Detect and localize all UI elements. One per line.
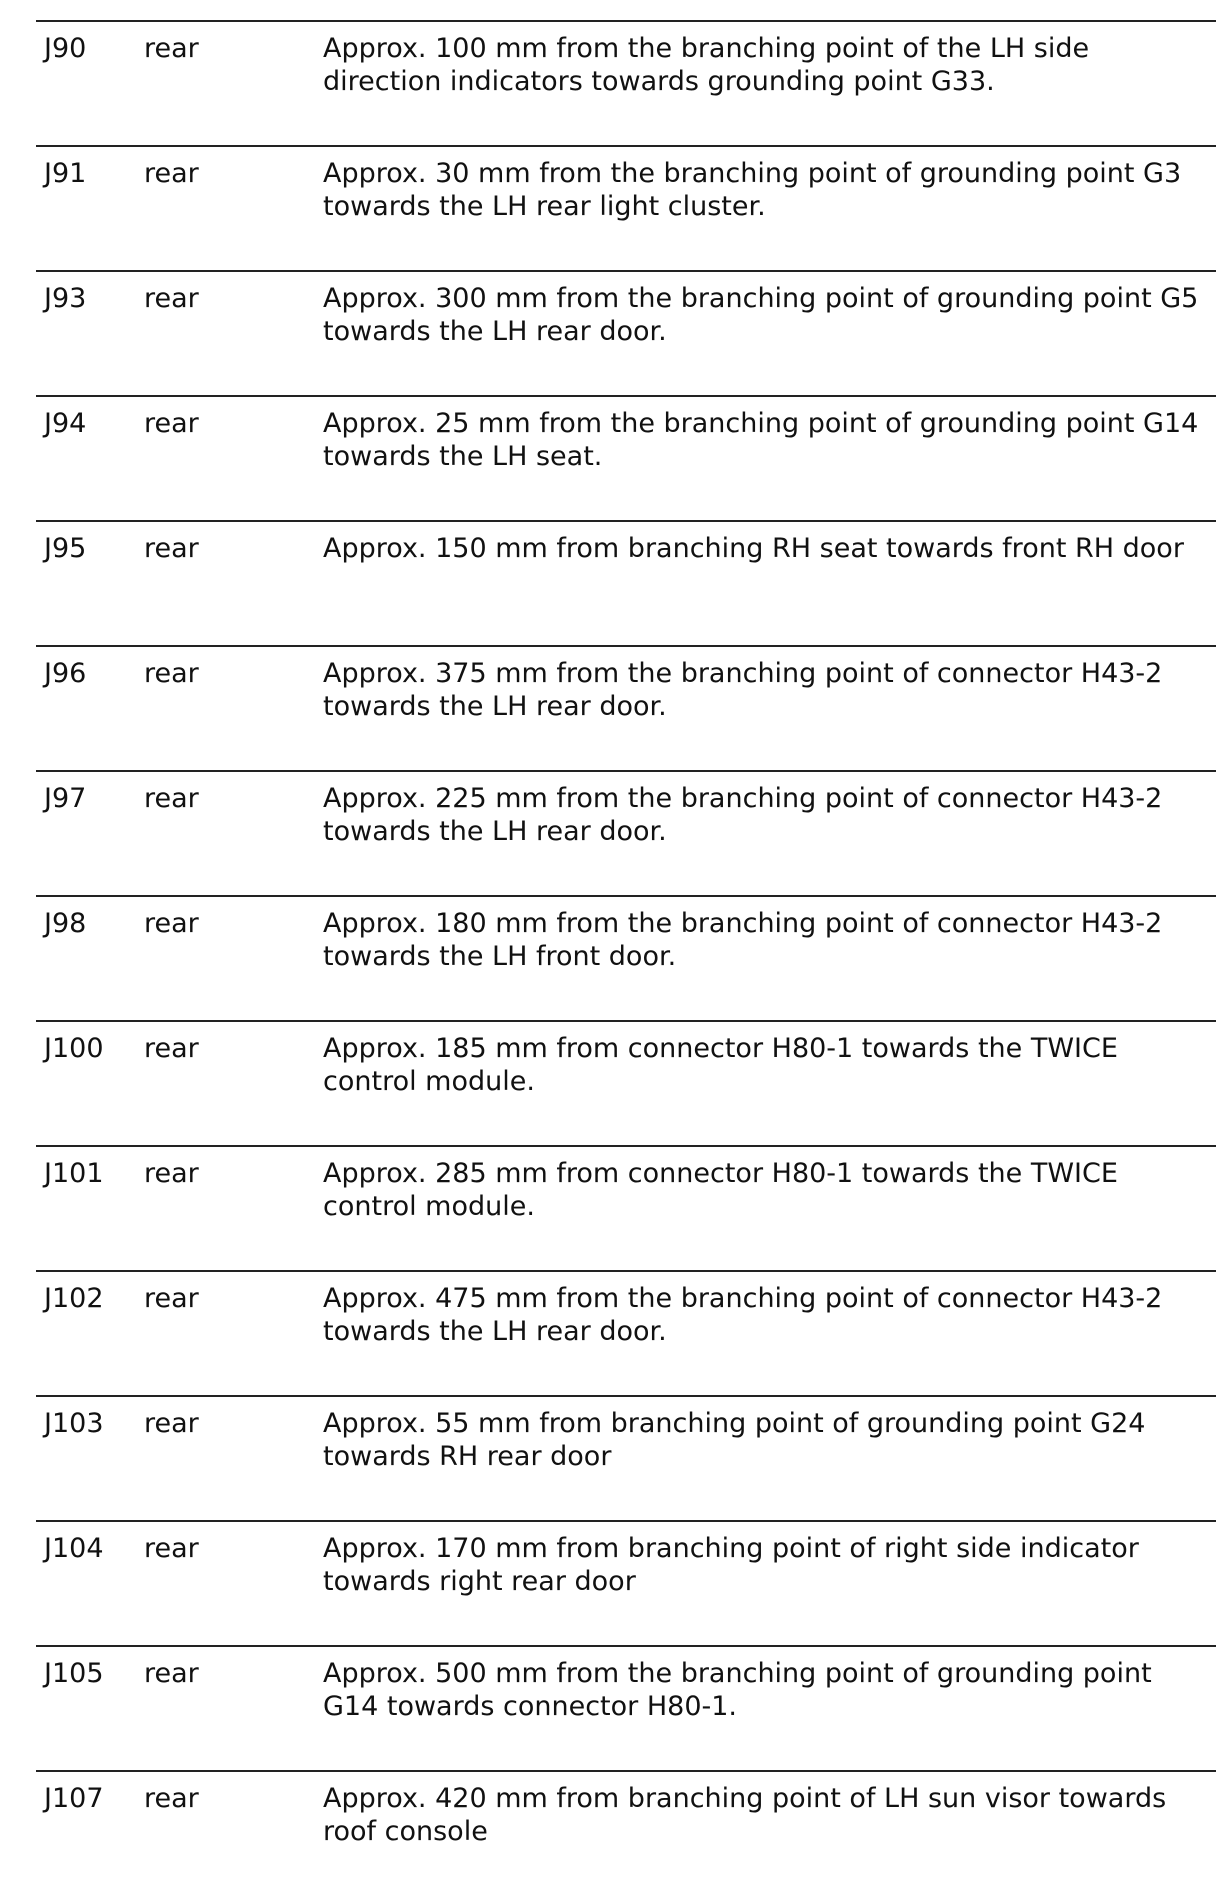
table-row — [36, 20, 1216, 145]
junction-location: rear — [144, 908, 199, 939]
junction-location: rear — [144, 783, 199, 814]
junction-description: Approx. 180 mm from the branching point of connector H43-2 towards the LH front door. — [323, 908, 1163, 972]
table-row — [36, 395, 1216, 520]
junction-location: rear — [144, 283, 199, 314]
junction-location: rear — [144, 1158, 199, 1189]
junction-location: rear — [144, 1533, 199, 1564]
junction-code: J96 — [44, 658, 87, 689]
junction-description: Approx. 150 mm from branching RH seat towards front RH door — [323, 533, 1184, 564]
junction-location: rear — [144, 1033, 199, 1064]
junction-location: rear — [144, 1783, 199, 1814]
table-row — [36, 1770, 1216, 1895]
junction-description: Approx. 170 mm from branching point of right side indicator towards right rear door — [323, 1533, 1139, 1597]
table-row — [36, 645, 1216, 770]
junction-code: J103 — [44, 1408, 104, 1439]
junction-code: J94 — [44, 408, 87, 439]
table-row — [36, 1145, 1216, 1270]
junction-description: Approx. 225 mm from the branching point of connector H43-2 towards the LH rear door. — [323, 783, 1163, 847]
junction-description: Approx. 475 mm from the branching point of connector H43-2 towards the LH rear door. — [323, 1283, 1163, 1347]
table-row — [36, 1520, 1216, 1645]
junction-location: rear — [144, 33, 199, 64]
junction-description: Approx. 185 mm from connector H80-1 towards the TWICE control module. — [323, 1033, 1118, 1097]
junction-code: J95 — [44, 533, 87, 564]
table-row — [36, 1395, 1216, 1520]
table-row — [36, 520, 1216, 645]
junction-location: rear — [144, 1408, 199, 1439]
junction-description: Approx. 55 mm from branching point of grounding point G24 towards RH rear door — [323, 1408, 1146, 1472]
junction-location: rear — [144, 408, 199, 439]
harness-junction-table — [36, 20, 1216, 1895]
junction-description: Approx. 285 mm from connector H80-1 towards the TWICE control module. — [323, 1158, 1118, 1222]
junction-description: Approx. 25 mm from the branching point of grounding point G14 towards the LH seat. — [323, 408, 1199, 472]
junction-code: J100 — [44, 1033, 104, 1064]
junction-code: J102 — [44, 1283, 104, 1314]
table-row — [36, 1020, 1216, 1145]
junction-code: J104 — [44, 1533, 104, 1564]
junction-code: J107 — [44, 1783, 104, 1814]
junction-code: J105 — [44, 1658, 104, 1689]
junction-description: Approx. 375 mm from the branching point of connector H43-2 towards the LH rear door. — [323, 658, 1163, 722]
junction-code: J97 — [44, 783, 87, 814]
junction-code: J101 — [44, 1158, 104, 1189]
table-row — [36, 145, 1216, 270]
table-row — [36, 770, 1216, 895]
junction-location: rear — [144, 158, 199, 189]
junction-code: J98 — [44, 908, 87, 939]
table-row — [36, 270, 1216, 395]
junction-code: J90 — [44, 33, 87, 64]
junction-description: Approx. 100 mm from the branching point of the LH side direction indicators towards grounding point G33. — [323, 33, 1090, 97]
junction-description: Approx. 500 mm from the branching point of grounding point G14 towards connector H80-1. — [323, 1658, 1152, 1722]
table-row — [36, 895, 1216, 1020]
junction-description: Approx. 420 mm from branching point of LH sun visor towards roof console — [323, 1783, 1167, 1847]
junction-location: rear — [144, 1658, 199, 1689]
table-row — [36, 1645, 1216, 1770]
table-row — [36, 1270, 1216, 1395]
junction-description: Approx. 30 mm from the branching point of grounding point G3 towards the LH rear light cluster. — [323, 158, 1182, 222]
junction-description: Approx. 300 mm from the branching point of grounding point G5 towards the LH rear door. — [323, 283, 1199, 347]
junction-code: J93 — [44, 283, 87, 314]
junction-location: rear — [144, 533, 199, 564]
junction-location: rear — [144, 1283, 199, 1314]
junction-location: rear — [144, 658, 199, 689]
junction-code: J91 — [44, 158, 87, 189]
